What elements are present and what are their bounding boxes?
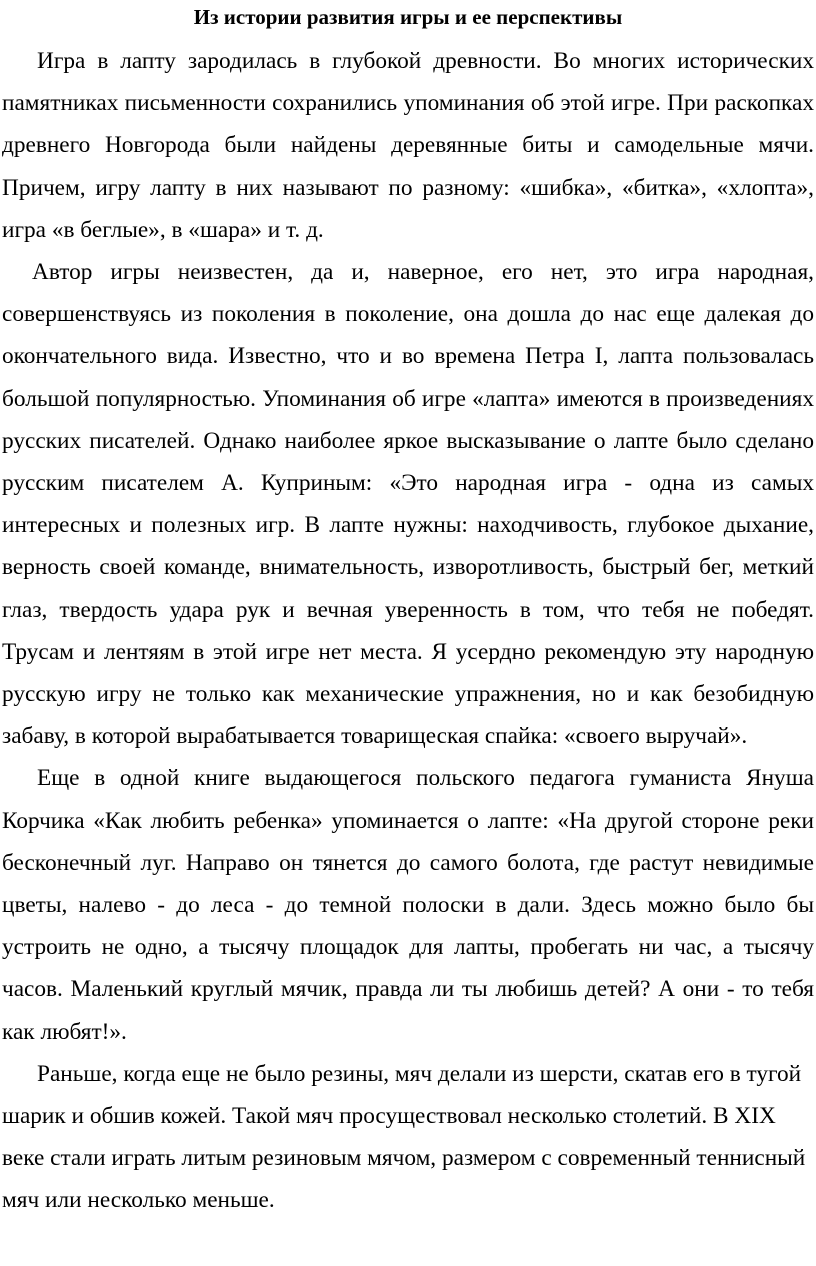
paragraph-ball: Раньше, когда еще не было резины, мяч делали из шерсти, скатав его в тугой шарик и обшив кожей. Такой мяч просуществовал несколько столетий. В XIX веке стали играть литым резиновым мячом, размером с современный теннисный мяч или несколько меньше. [2, 1060, 806, 1214]
paragraph-author: Автор игры неизвестен, да и, наверное, его нет, это игра народная, совершенствуясь из поколения в поколение, она дошла до нас еще далекая до окончательного вида. Известно, что и во времена Петра I, лапта пользовалась большой популярностью. Упоминания об игре «лапта» имеются в произведениях русских писателей. Однако наиболее яркое высказывание о лапте было сделано русским писателем А. Куприным: «Это народная игра - одна из самых интересных и полезных игр. В лапте нужны: находчивость, глубокое дыхание, верность своей команде, внимательность, изворотливость, быстрый бег, меткий глаз, твердость удара рук и вечная уверенность в том, что тебя не победят. Трусам и лентяям в этой игре нет места. Я усердно рекомендую эту народную русскую игру не только как механические упражнения, но и как безобидную забаву, в которой вырабатывается товарищеская спайка: «своего выручай». [2, 259, 814, 750]
paragraph-origin: Игра в лапту зародилась в глубокой древности. Во многих исторических памятниках письменности сохранились упоминания об этой игре. При раскопках древнего Новгорода были найдены деревянные биты и самодельные мячи. Причем, игру лапту в них называют по разному: «шибка», «битка», «хлопта», игра «в беглые», в «шара» и т. д. [2, 48, 814, 243]
paragraph-korczak: Еще в одной книге выдающегося польского педагога гуманиста Януша Корчика «Как любить ребенка» упоминается о лапте: «На другой стороне реки бесконечный луг. Направо он тянется до самого болота, где растут невидимые цветы, налево - до леса - до темной полоски в дали. Здесь можно было бы устроить не одно, а тысячу площадок для лапты, пробегать ни час, а тысячу часов. Маленький круглый мячик, правда ли ты любишь детей? А они - то тебя как любят!». [2, 765, 814, 1045]
page-title: Из истории развития игры и ее перспективы [193, 5, 623, 29]
